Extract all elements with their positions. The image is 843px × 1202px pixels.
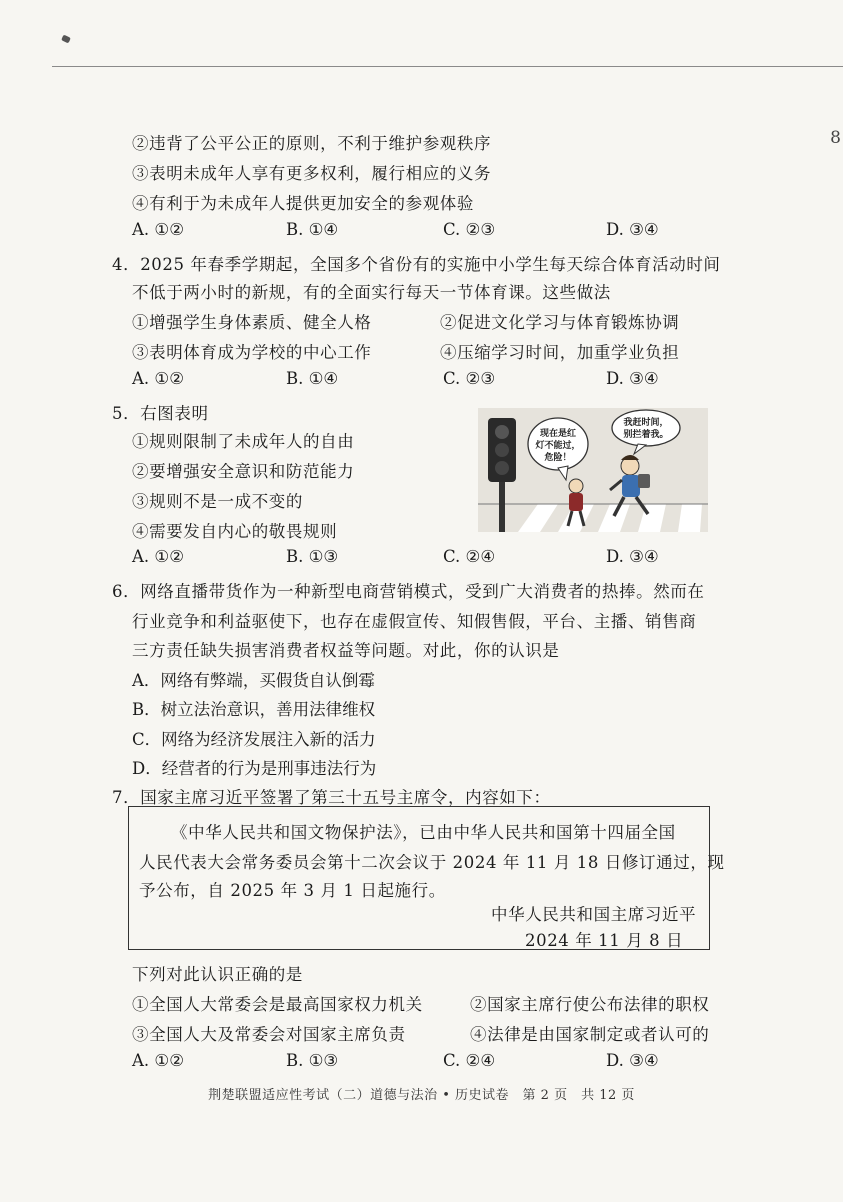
q7-prompt: 下列对此认识正确的是	[132, 965, 303, 984]
q4-item-3: ③表明体育成为学校的中心工作	[132, 343, 372, 362]
q5-stem: 5．右图表明	[112, 404, 209, 423]
q3-choice-a[interactable]: A. ①②	[132, 220, 184, 239]
q7-item-4: ④法律是由国家制定或者认可的	[470, 1025, 710, 1044]
bubble-right-line2: 别拦着我。	[623, 430, 669, 440]
q5-choice-d[interactable]: D. ③④	[606, 547, 659, 566]
q5-item-2: ②要增强安全意识和防范能力	[132, 462, 355, 481]
q5-choice-a[interactable]: A. ①②	[132, 547, 184, 566]
q3-choice-b[interactable]: B. ①④	[286, 220, 339, 239]
q5-cartoon	[478, 408, 708, 532]
bubble-left-line2: 灯不能过，	[535, 441, 581, 451]
q4-item-1: ①增强学生身体素质、健全人格	[132, 313, 372, 332]
q3-item-4: ④有利于为未成年人提供更加安全的参观体验	[132, 194, 474, 213]
q7-choice-c[interactable]: C. ②④	[443, 1051, 496, 1070]
q7-item-1: ①全国人大常委会是最高国家权力机关	[132, 995, 423, 1014]
q4-choice-d[interactable]: D. ③④	[606, 369, 659, 388]
q4-stem-line2: 不低于两小时的新规，有的全面实行每天一节体育课。这些做法	[132, 283, 611, 302]
presidential-order-box	[128, 806, 725, 950]
order-line3: 予公布，自 2025 年 3 月 1 日起施行。	[139, 881, 446, 900]
order-signer: 中华人民共和国主席习近平	[491, 905, 697, 924]
q5-item-4: ④需要发自内心的敬畏规则	[132, 522, 338, 541]
bubble-left-line1: 现在是红	[539, 429, 577, 439]
q3-choice-d[interactable]: D. ③④	[606, 220, 659, 239]
order-line2: 人民代表大会常务委员会第十二次会议于 2024 年 11 月 18 日修订通过，现	[139, 853, 725, 872]
q7-stem: 7．国家主席习近平签署了第三十五号主席令，内容如下：	[112, 788, 551, 807]
q3-item-3: ③表明未成年人享有更多权利，履行相应的义务	[132, 164, 492, 183]
q6-stem-line2: 行业竞争和利益驱使下，也存在虚假宣传、知假售假，平台、主播、销售商	[132, 612, 697, 631]
q6-stem-line1: 6．网络直播带货作为一种新型电商营销模式，受到广大消费者的热捧。然而在	[112, 582, 705, 601]
q6-choice-a[interactable]: A．网络有弊端，买假货自认倒霉	[132, 671, 375, 690]
bubble-right-line1: 我赶时间，	[623, 418, 669, 428]
q3-choice-c[interactable]: C. ②③	[443, 220, 496, 239]
order-date: 2024 年 11 月 8 日	[525, 931, 684, 950]
q4-choice-b[interactable]: B. ①④	[286, 369, 339, 388]
q5-item-3: ③规则不是一成不变的	[132, 492, 303, 511]
page-edge-mark: 8	[830, 128, 841, 148]
q7-item-2: ②国家主席行使公布法律的职权	[470, 995, 710, 1014]
q6-stem-line3: 三方责任缺失损害消费者权益等问题。对此，你的认识是	[132, 641, 560, 660]
header-rule	[52, 66, 843, 67]
order-line1: 《中华人民共和国文物保护法》，已由中华人民共和国第十四届全国	[171, 823, 676, 842]
scan-speck	[61, 35, 71, 44]
q5-item-1: ①规则限制了未成年人的自由	[132, 432, 355, 451]
page-footer: 荆楚联盟适应性考试（二）道德与法治 • 历史试卷 第 2 页 共 12 页	[208, 1088, 635, 1103]
q7-choice-b[interactable]: B. ①③	[286, 1051, 339, 1070]
q5-choice-c[interactable]: C. ②④	[443, 547, 496, 566]
q4-item-2: ②促进文化学习与体育锻炼协调	[440, 313, 680, 332]
q6-choice-d[interactable]: D．经营者的行为是刑事违法行为	[132, 759, 377, 778]
q6-choice-b[interactable]: B．树立法治意识，善用法律维权	[132, 700, 376, 719]
q3-item-2: ②违背了公平公正的原则，不利于维护参观秩序	[132, 134, 492, 153]
q4-item-4: ④压缩学习时间，加重学业负担	[440, 343, 680, 362]
q4-choice-c[interactable]: C. ②③	[443, 369, 496, 388]
q7-item-3: ③全国人大及常委会对国家主席负责	[132, 1025, 406, 1044]
q7-choice-d[interactable]: D. ③④	[606, 1051, 659, 1070]
q5-choice-b[interactable]: B. ①③	[286, 547, 339, 566]
q4-stem-line1: 4．2025 年春季学期起，全国多个省份有的实施中小学生每天综合体育活动时间	[112, 255, 721, 274]
q7-choice-a[interactable]: A. ①②	[132, 1051, 184, 1070]
q6-choice-c[interactable]: C．网络为经济发展注入新的活力	[132, 730, 376, 749]
q4-choice-a[interactable]: A. ①②	[132, 369, 184, 388]
bubble-left-line3: 危险！	[544, 453, 572, 463]
